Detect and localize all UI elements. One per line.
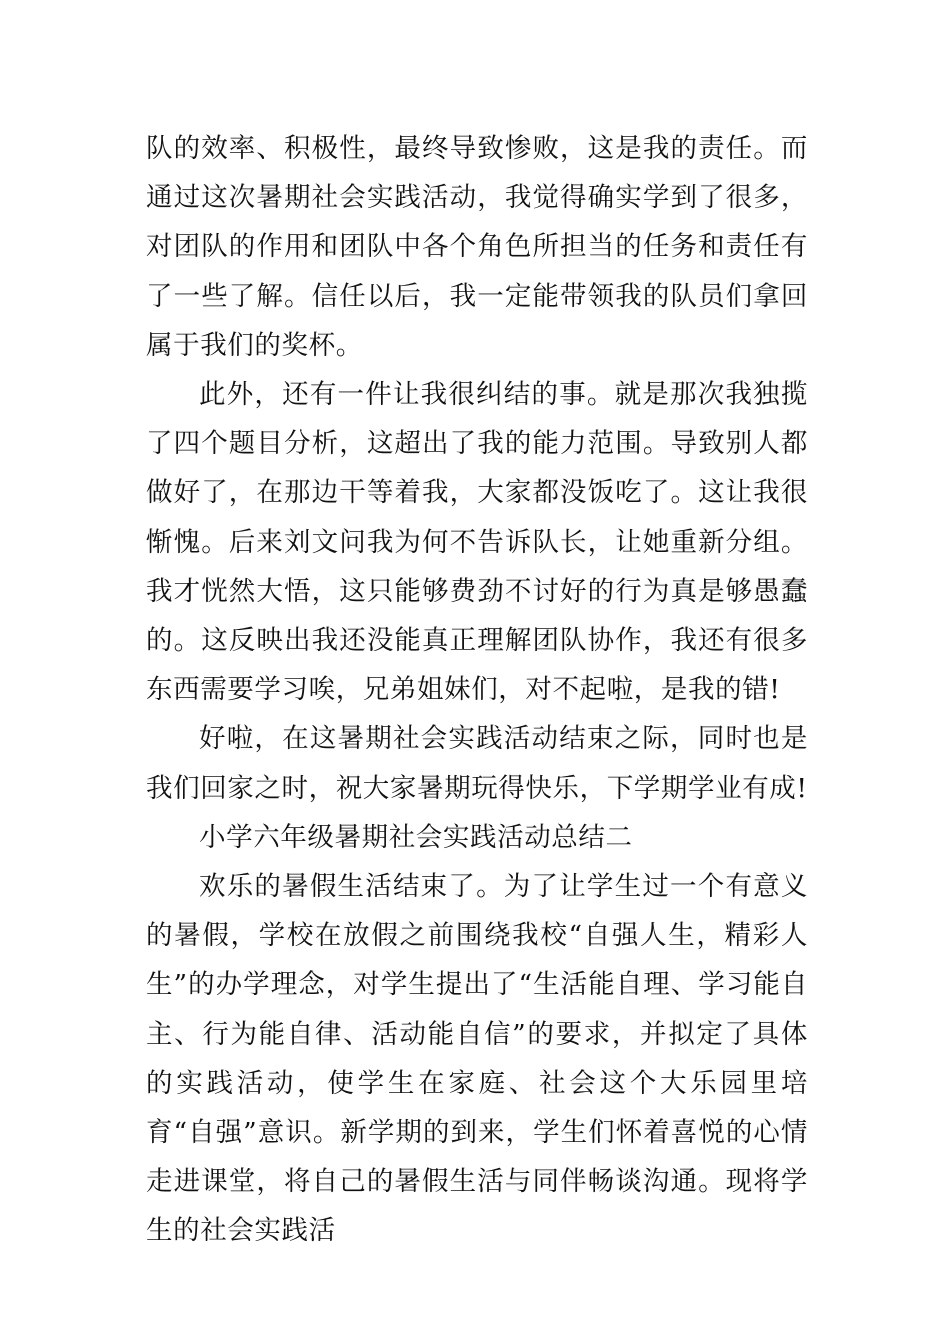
paragraph-2: 此外，还有一件让我很纠结的事。就是那次我独揽了四个题目分析，这超出了我的能力范围。导致别人都做好了，在那边干等着我，大家都没饭吃了。这让我很惭愧。后来刘文问我为何不告诉队长，让她重新分组。我才恍然大悟，这只能够费劲不讨好的行为真是够愚蠢的。这反映出我还没能真正理解团队协作，我还有很多东西需要学习唉，兄弟姐妹们，对不起啦，是我的错! (146, 379, 808, 706)
document-page (146, 124, 808, 1256)
paragraph-4: 欢乐的暑假生活结束了。为了让学生过一个有意义的暑假，学校在放假之前围绕我校“自强人生，精彩人生”的办学理念，对学生提出了“生活能自理、学习能自主、行为能自律、活动能自信”的要求，并拟定了具体的实践活动，使学生在家庭、社会这个大乐园里培育“自强”意识。新学期的到来，学生们怀着喜悦的心情走进课堂，将自己的暑假生活与同伴畅谈沟通。现将学生的社会实践活 (146, 871, 808, 1247)
paragraph-1: 队的效率、积极性，最终导致惨败，这是我的责任。而通过这次暑期社会实践活动，我觉得确实学到了很多，对团队的作用和团队中各个角色所担当的任务和责任有了一些了解。信任以后，我一定能带领我的队员们拿回属于我们的奖杯。 (146, 133, 808, 361)
paragraph-3: 好啦，在这暑期社会实践活动结束之际，同时也是我们回家之时，祝大家暑期玩得快乐，下学期学业有成! (146, 723, 808, 804)
section-heading: 小学六年级暑期社会实践活动总结二 (199, 821, 633, 853)
